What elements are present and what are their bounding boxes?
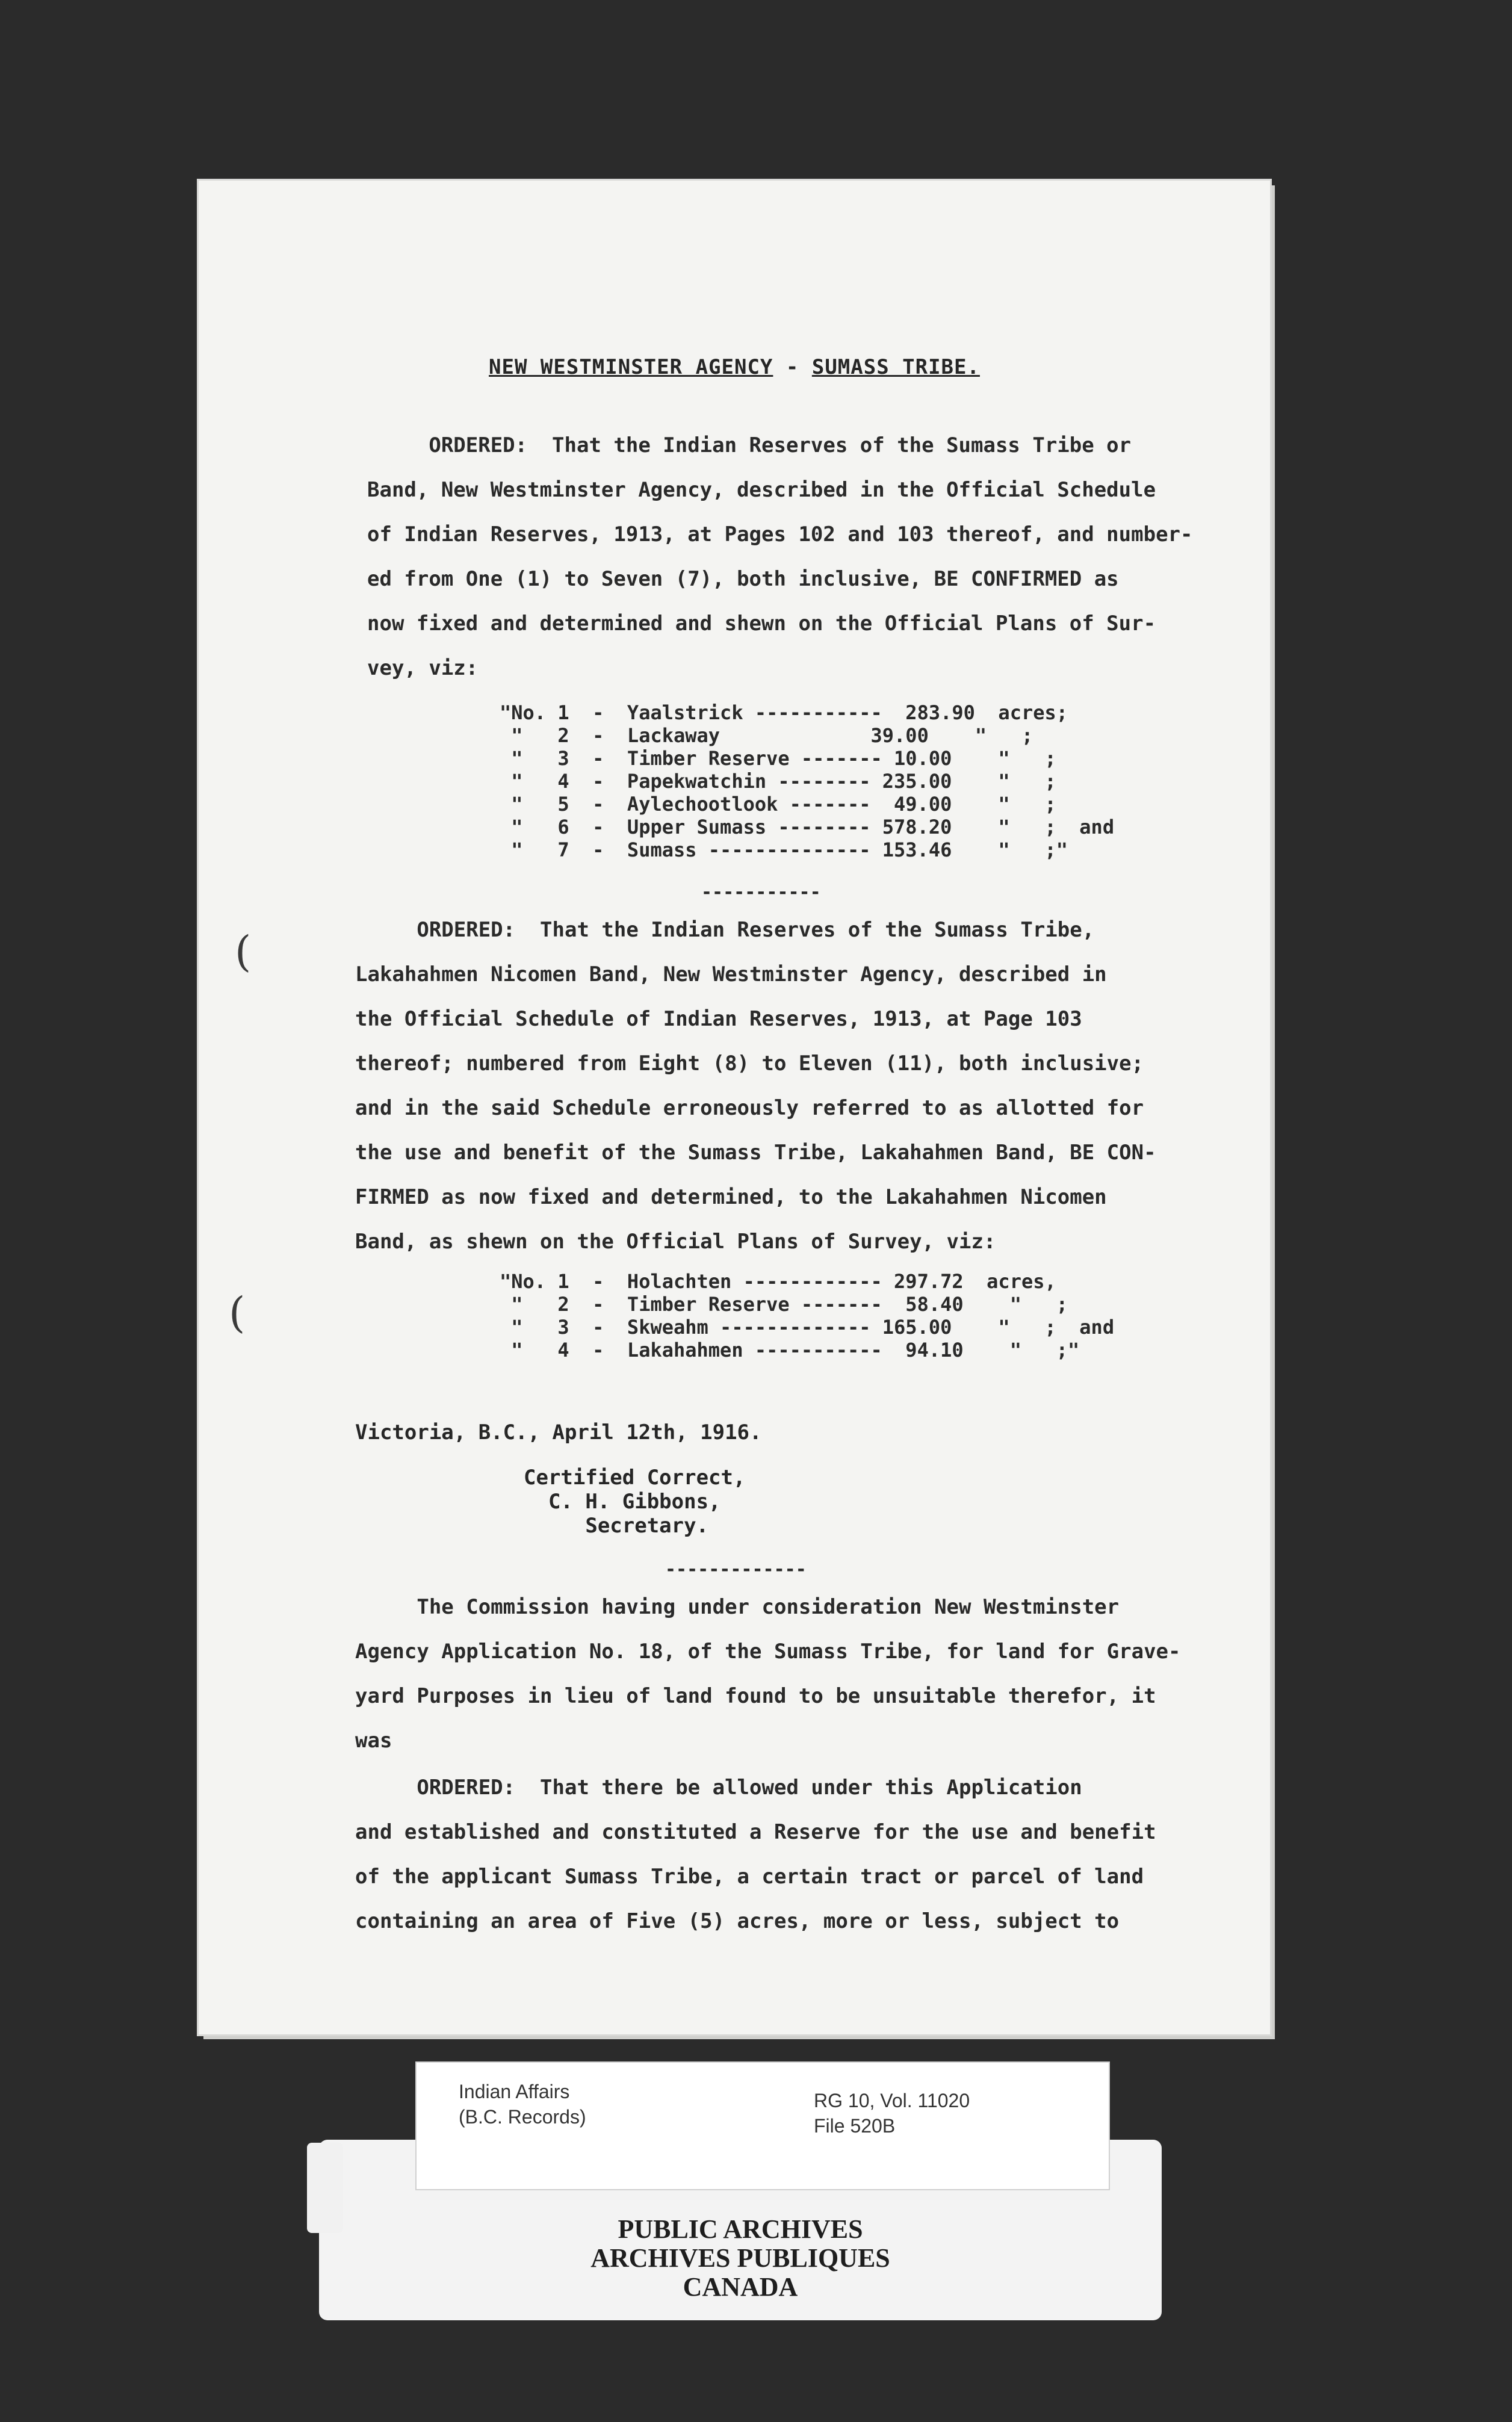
separator-line: ------------- (665, 1559, 807, 1580)
text-line: and established and constituted a Reserve for the use and benefit (355, 1820, 1156, 1844)
commission-paragraph (355, 1595, 1228, 1767)
text-line: thereof; numbered from Eight (8) to Eleven (11), both inclusive; (355, 1051, 1144, 1076)
text-line: of the applicant Sumass Tribe, a certain tract or parcel of land (355, 1865, 1144, 1889)
list-item: " 3 - Timber Reserve ------- 10.00 " ; (500, 747, 1056, 770)
binder-hole-mark: ( (229, 1288, 246, 1337)
signature-line-2: C. H. Gibbons, (524, 1490, 721, 1514)
dateline: Victoria, B.C., April 12th, 1916. (355, 1420, 762, 1445)
list-item: "No. 1 - Yaalstrick ----------- 283.90 acres; (500, 701, 1068, 724)
list-item: " 6 - Upper Sumass -------- 578.20 " ; and (500, 816, 1115, 838)
title-dash: - (785, 355, 799, 379)
label-records: (B.C. Records) (459, 2106, 586, 2128)
label-volume: RG 10, Vol. 11020 (814, 2090, 970, 2111)
text-line: ed from One (1) to Seven (7), both inclusive, BE CONFIRMED as (367, 567, 1119, 591)
list-item: " 3 - Skweahm ------------- 165.00 " ; and (500, 1316, 1115, 1339)
separator-line: ----------- (701, 882, 821, 903)
title-tribe: SUMASS TRIBE. (811, 355, 980, 379)
text-line: Lakahahmen Nicomen Band, New Westminster Agency, described in (355, 962, 1107, 986)
text-line: the Official Schedule of Indian Reserves, 1913, at Page 103 (355, 1007, 1082, 1031)
text-line: Agency Application No. 18, of the Sumass Tribe, for land for Grave- (355, 1640, 1181, 1664)
text-line: now fixed and determined and shewn on the Official Plans of Sur- (367, 612, 1156, 636)
reserve-list-1 (500, 701, 1114, 861)
text-line: vey, viz: (367, 656, 479, 680)
public-archives-stamp (319, 2215, 1162, 2302)
text-line: of Indian Reserves, 1913, at Pages 102 and 103 thereof, and number- (367, 522, 1193, 547)
list-item: " 2 - Lackaway 39.00 " ; (500, 724, 1033, 747)
text-line: ORDERED: That the Indian Reserves of the Sumass Tribe or (367, 433, 1132, 457)
stamp-line-2: ARCHIVES PUBLIQUES (590, 2243, 890, 2273)
text-line: FIRMED as now fixed and determined, to the Lakahahmen Nicomen (355, 1185, 1107, 1209)
ordered-paragraph-3 (355, 1776, 1228, 1954)
list-item: " 4 - Papekwatchin -------- 235.00 " ; (500, 770, 1056, 793)
binder-hole-mark: ( (235, 927, 252, 976)
label-file: File 520B (814, 2115, 896, 2137)
list-item: "No. 1 - Holachten ------------ 297.72 acres, (500, 1270, 1056, 1293)
label-department: Indian Affairs (459, 2081, 570, 2102)
list-item: " 4 - Lakahahmen ----------- 94.10 " ;" (500, 1339, 1080, 1361)
text-line: The Commission having under consideration New Westminster (355, 1595, 1120, 1619)
text-line: containing an area of Five (5) acres, more or less, subject to (355, 1909, 1120, 1933)
document-page (199, 181, 1270, 2034)
text-line: Band, New Westminster Agency, described in the Official Schedule (367, 478, 1156, 502)
text-line: the use and benefit of the Sumass Tribe, Lakahahmen Band, BE CON- (355, 1141, 1156, 1165)
title-agency: NEW WESTMINSTER AGENCY (489, 355, 773, 379)
text-line: ORDERED: That there be allowed under this Application (355, 1776, 1082, 1800)
list-item: " 5 - Aylechootlook ------- 49.00 " ; (500, 793, 1056, 816)
text-line: was (355, 1729, 392, 1753)
signature-line-3: Secretary. (524, 1514, 709, 1538)
text-line: Band, as shewn on the Official Plans of Survey, viz: (355, 1230, 996, 1254)
signature-line-1: Certified Correct, (524, 1466, 746, 1490)
stamp-line-1: PUBLIC ARCHIVES (618, 2214, 863, 2244)
ordered-paragraph-1 (367, 433, 1240, 701)
document-title (199, 355, 1270, 379)
list-item: " 2 - Timber Reserve ------- 58.40 " ; (500, 1293, 1068, 1316)
reserve-list-2 (500, 1270, 1114, 1361)
text-line: ORDERED: That the Indian Reserves of the Sumass Tribe, (355, 918, 1095, 942)
list-item: " 7 - Sumass -------------- 153.46 " ;" (500, 838, 1068, 861)
text-line: and in the said Schedule erroneously referred to as allotted for (355, 1096, 1144, 1120)
ordered-paragraph-2 (355, 918, 1228, 1274)
stamp-line-3: CANADA (683, 2272, 798, 2302)
text-line: yard Purposes in lieu of land found to be unsuitable therefor, it (355, 1684, 1156, 1708)
archive-reference-label (415, 2061, 1110, 2190)
